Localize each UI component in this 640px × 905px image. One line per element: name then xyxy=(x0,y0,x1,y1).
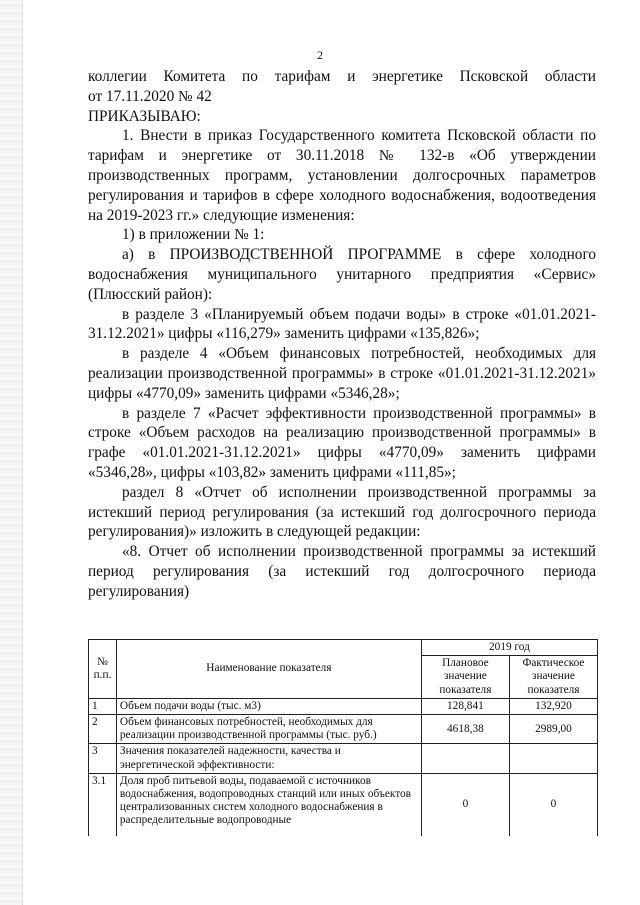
table-row xyxy=(89,698,598,714)
paragraph-section-7: в разделе 7 «Расчет эффективности производственной программы» в строке «Объем расходов на реализацию производственной программы» в графе «01.01.2021-31.12.2021» цифры «4770,09» заменить цифрами «5346,28», цифры «103,82» заменить цифрами «111,85»; xyxy=(88,404,596,481)
row-planned: 128,841 xyxy=(421,698,509,714)
table-row xyxy=(89,715,598,744)
report-table xyxy=(88,639,598,836)
header-indicator-name: Наименование показателя xyxy=(116,640,421,699)
row-planned: 0 xyxy=(421,773,509,836)
table-header-row-1 xyxy=(89,640,598,656)
paragraph-section-3: в разделе 3 «Планируемый объем подачи воды» в строке «01.01.2021-31.12.2021» цифры «116,279» заменить цифрами «135,826»; xyxy=(88,305,596,343)
row-actual: 132,920 xyxy=(509,698,597,714)
header-number: № п.п. xyxy=(89,640,117,699)
header-planned-value: Плановое значение показателя xyxy=(421,656,509,699)
header-year: 2019 год xyxy=(421,640,597,656)
table-row xyxy=(89,744,598,773)
paragraph-amendment-intro: 1. Внести в приказ Государственного комитета Псковской области по тарифам и энергетике от 30.11.2018 № 132-в «Об утверждении производственных программ, установлении долгосрочных параметров регулирования и тарифов в сфере холодного водоснабжения, водоотведения на 2019-2023 гг.» следующие изменения: xyxy=(88,127,596,224)
row-indicator: Значения показателей надежности, качества и энергетической эффективности: xyxy=(116,744,421,773)
row-number: 2 xyxy=(89,715,117,744)
row-actual: 2989,00 xyxy=(509,715,597,744)
paragraph-p1-line1: коллегии Комитета по тарифам и энергетике Псковской области xyxy=(88,68,596,85)
row-indicator: Объем финансовых потребностей, необходимых для реализации производственной программы (тыс. руб.) xyxy=(116,715,421,744)
row-number: 1 xyxy=(89,698,117,714)
row-planned: 4618,38 xyxy=(421,715,509,744)
table-row xyxy=(89,773,598,836)
paragraph-report-title: «8. Отчет об исполнении производственной программы за истекший период регулирования (за истекший год долгосрочного периода регулирования) xyxy=(88,543,596,600)
document-body xyxy=(88,67,596,602)
row-indicator: Доля проб питьевой воды, подаваемой с источников водоснабжения, водопроводных станций или иных объектов централизованных систем холодного водоснабжения в распределительные водопроводные xyxy=(116,773,421,836)
paragraph-p1-line2: от 17.11.2020 № 42 xyxy=(88,87,212,105)
row-actual: 0 xyxy=(509,773,597,836)
row-planned xyxy=(421,744,509,773)
row-indicator: Объем подачи воды (тыс. м3) xyxy=(116,698,421,714)
row-number: 3.1 xyxy=(89,773,117,836)
page-number: 2 xyxy=(317,48,323,62)
row-actual xyxy=(509,744,597,773)
paragraph-section-8: раздел 8 «Отчет об исполнении производственной программы за истекший период регулирования (за истекший год долгосрочного периода регулирования)» изложить в следующей редакции: xyxy=(88,483,596,541)
row-number: 3 xyxy=(89,744,117,773)
paragraph-production-program: а) в ПРОИЗВОДСТВЕННОЙ ПРОГРАММЕ в сфере холодного водоснабжения муниципального унитарного предприятия «Сервис» (Плюсский район): xyxy=(88,246,596,303)
paragraph-annex-1: 1) в приложении № 1: xyxy=(122,226,265,244)
header-actual-value: Фактическое значение показателя xyxy=(509,656,597,699)
paragraph-section-4: в разделе 4 «Объем финансовых потребностей, необходимых для реализации производственной программы» в строке «01.01.2021-31.12.2021» цифры «4770,09» заменить цифрами «5346,28»; xyxy=(88,345,596,402)
scan-page-edge xyxy=(0,0,23,905)
order-word: ПРИКАЗЫВАЮ: xyxy=(88,107,201,125)
